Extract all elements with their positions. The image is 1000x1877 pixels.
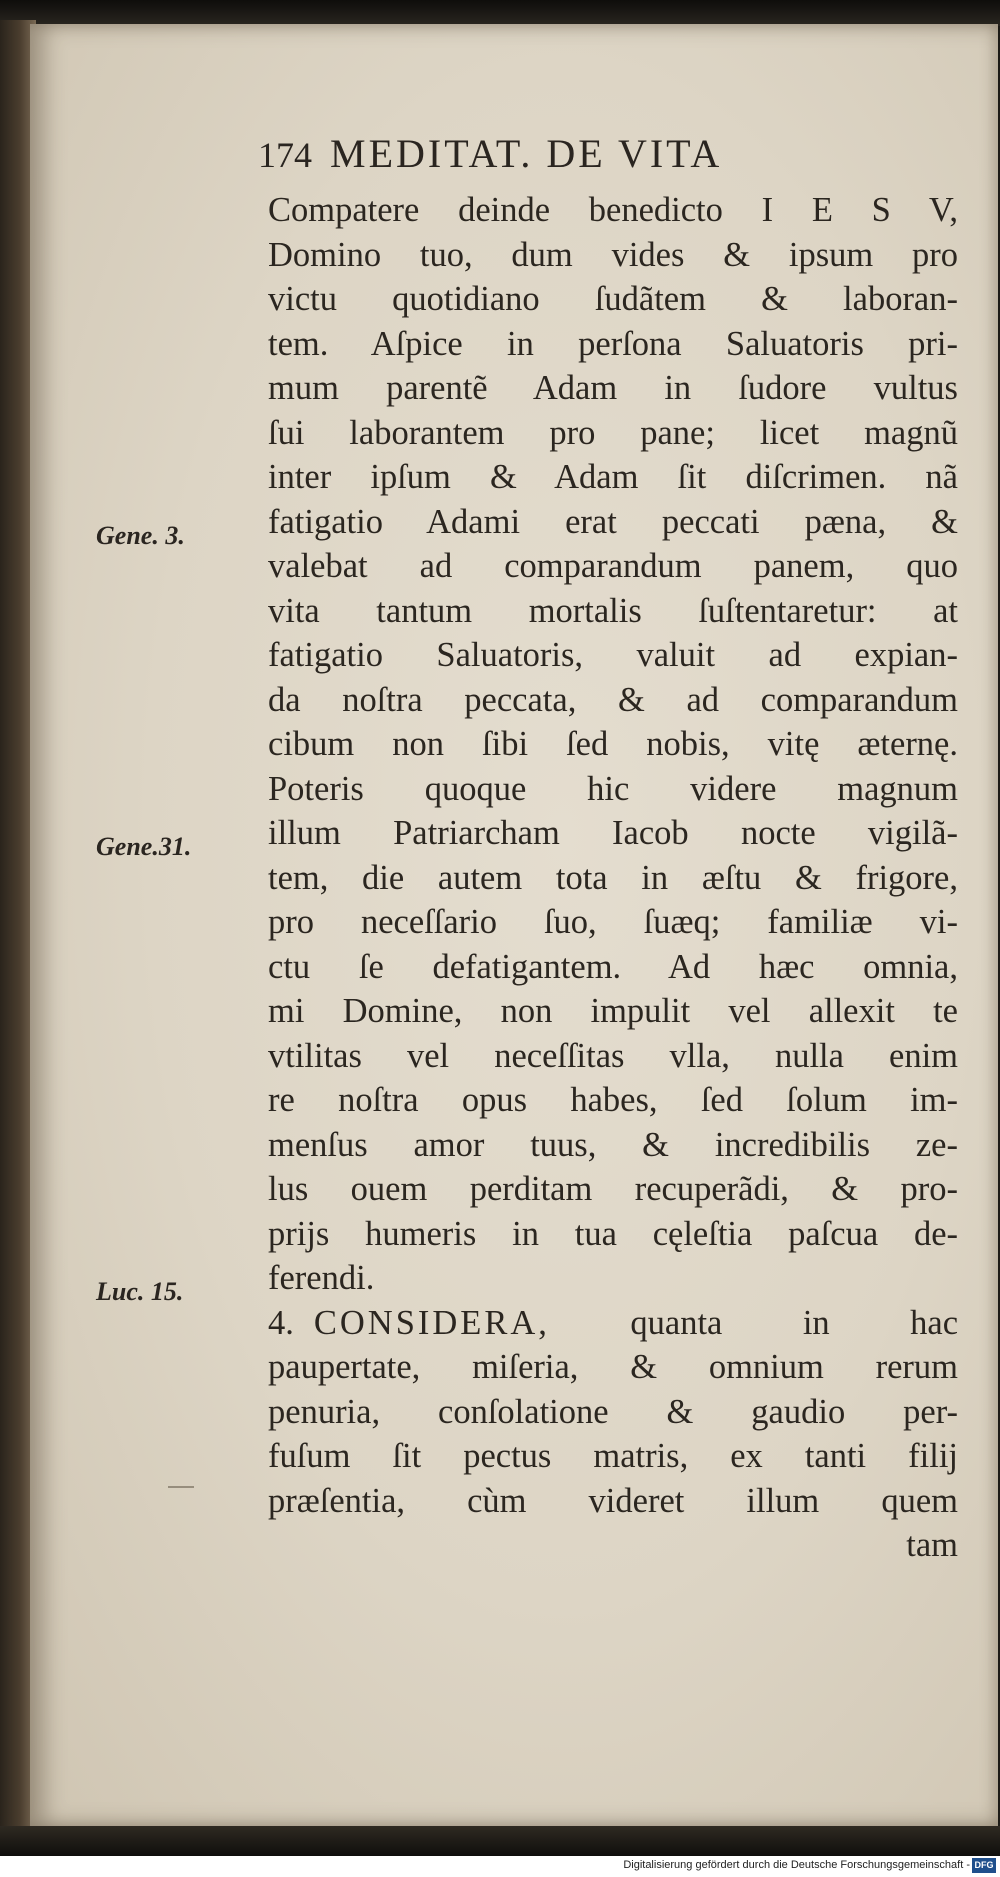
text-line: pro neceſſario ſuo, ſuæq; familiæ vi- [268,903,958,941]
text-line: mum parentẽ Adam in ſudore vultus [268,369,958,407]
text-line: Domino tuo, dum vides & ipsum pro [268,235,958,274]
funding-notice: Digitalisierung gefördert durch die Deutsche Forschungsgemeinschaft - [623,1859,970,1871]
text-line: ſui laborantem pro pane; licet magnũ [268,413,958,452]
text-line: ctu ſe defatigantem. Ad hæc omnia, [268,947,958,986]
text-line: paupertate, miſeria, & omnium rerum [268,1348,958,1386]
text-line: cibum non ſibi ſed nobis, vitę æternę. [268,725,958,763]
catchword: tam [906,1526,958,1564]
main-text-block [268,188,958,1568]
margin-note-gene-31: Gene.31. [96,832,192,861]
text-line: Compatere deinde benedicto I E S V, [268,191,958,229]
section-number: 4. [268,1303,294,1342]
text-line: mi Domine, non impulit vel allexit te [268,992,958,1030]
section-4-first-line [268,1301,958,1346]
text-line: re noſtra opus habes, ſed ſolum im- [268,1081,958,1119]
page-number: 174 [258,135,312,175]
running-head-title: MEDITAT. DE VITA [330,131,723,176]
margin-note-gene-3: Gene. 3. [96,521,185,550]
text-line: valebat ad comparandum panem, quo [268,547,958,585]
text-line: vita tantum mortalis ſuſtentaretur: at [268,591,958,630]
text-line: victu quotidiano ſudãtem & laboran- [268,280,958,318]
margin-ink-mark [168,1486,194,1488]
text-line: tem. Aſpice in perſona Saluatoris pri- [268,324,958,363]
text-line: fuſum ſit pectus matris, ex tanti filij [268,1437,958,1475]
text-line: ferendi. [268,1259,375,1297]
text-line: inter ipſum & Adam ſit diſcrimen. nã [268,458,958,496]
margin-note-luc-15: Luc. 15. [96,1277,184,1306]
scan-bottom-edge [0,1826,1000,1856]
text-line: da noſtra peccata, & ad comparandum [268,680,958,719]
dfg-logo-badge: DFG [972,1858,996,1873]
section-keyword: CONSIDERA, [313,1303,550,1342]
text-line: Poteris quoque hic videre magnum [268,769,958,808]
text-line: fatigatio Saluatoris, valuit ad expian- [268,636,958,674]
text-line: fatigatio Adami erat peccati pæna, & [268,502,958,541]
text-line: tem, die autem tota in æſtu & frigore, [268,858,958,897]
scan-top-edge [0,0,1000,26]
text-line: prijs humeris in tua cęleſtia paſcua de- [268,1214,958,1253]
text-line: lus ouem perditam recuperãdi, & pro- [268,1170,958,1208]
text-line: penuria, conſolatione & gaudio per- [268,1392,958,1431]
section-4-line-text: quanta in hac [630,1303,959,1342]
text-line: menſus amor tuus, & incredibilis ze- [268,1125,958,1164]
text-line: præſentia, cùm videret illum quem [268,1481,958,1520]
text-line: vtilitas vel neceſſitas vlla, nulla enim [268,1036,958,1075]
text-line: illum Patriarcham Iacob nocte vigilã- [268,814,958,852]
running-head [258,130,722,177]
